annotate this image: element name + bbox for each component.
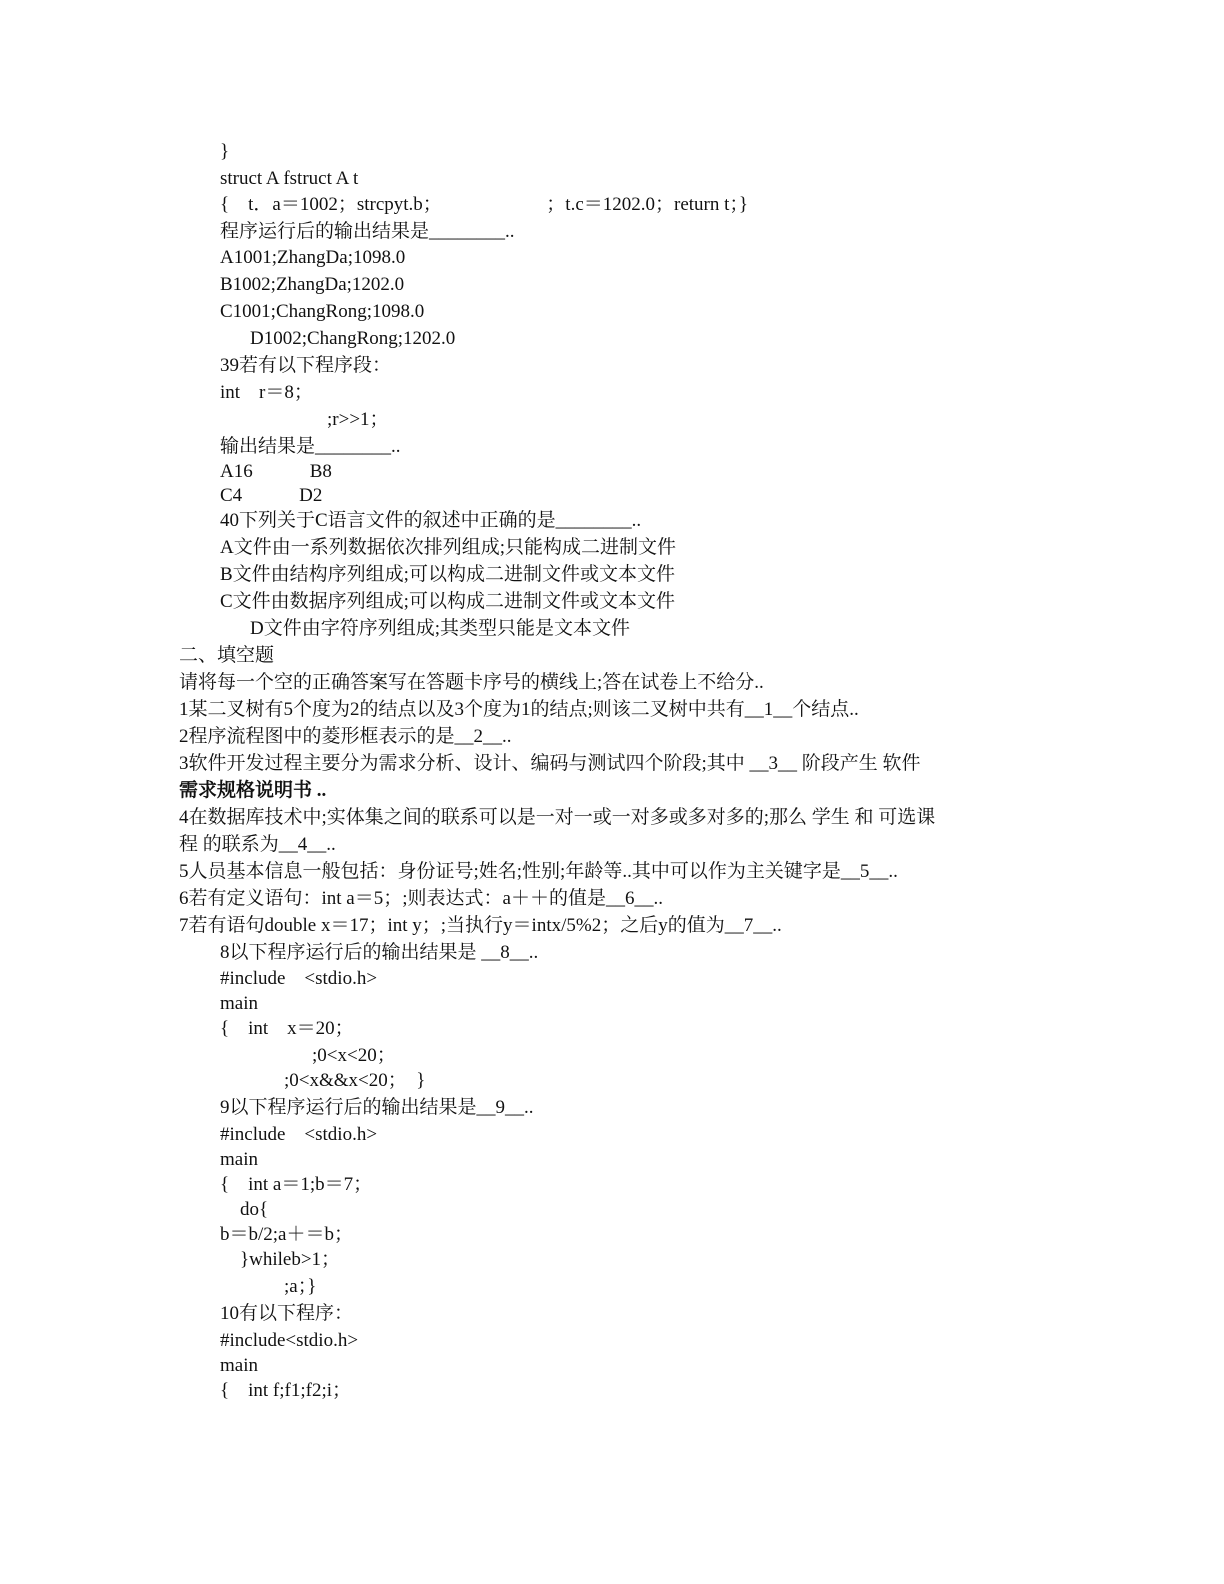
text-line: D1002;ChangRong;1202.0: [250, 328, 456, 349]
text-line: ;r>>1；: [327, 409, 389, 430]
text-line: struct A fstruct A t: [220, 168, 359, 189]
text-line: 9以下程序运行后的输出结果是__9__..: [220, 1097, 534, 1118]
text-line: { t．a＝1002；strcpyt.b； ；t.c＝1202.0；return t；}: [220, 194, 749, 215]
code-line: #include <stdio.h>: [220, 968, 378, 989]
text-line: B1002;ZhangDa;1202.0: [220, 274, 405, 295]
code-line: { int x＝20；: [220, 1018, 354, 1039]
text-line: A16 B8: [220, 461, 332, 482]
section-heading: 二、填空题: [179, 645, 275, 666]
code-line: ;0<x&&x<20； }: [284, 1070, 426, 1091]
text-line: 程 的联系为__4__..: [179, 834, 336, 855]
text-line: 1某二叉树有5个度为2的结点以及3个度为1的结点;则该二叉树中共有__1__个结点..: [179, 699, 859, 720]
code-line: { int f;f1;f2;i；: [220, 1380, 352, 1401]
text-line: 2程序流程图中的菱形框表示的是__2__..: [179, 726, 512, 747]
code-line: main: [220, 1149, 258, 1170]
text-line: 7若有语句double x＝17；int y；;当执行y＝intx/5%2；之后y的值为__7__..: [179, 915, 782, 936]
text-line: 4在数据库技术中;实体集之间的联系可以是一对一或一对多或多对多的;那么 学生 和 可选课: [179, 807, 936, 828]
text-line: A文件由一系列数据依次排列组成;只能构成二进制文件: [220, 537, 677, 558]
text-line: 3软件开发过程主要分为需求分析、设计、编码与测试四个阶段;其中 __3__ 阶段产生 软件: [179, 753, 921, 774]
code-line: main: [220, 993, 258, 1014]
text-line: 5人员基本信息一般包括：身份证号;姓名;性别;年龄等..其中可以作为主关键字是__5__..: [179, 861, 898, 882]
text-line: 输出结果是________..: [220, 436, 401, 457]
code-line: }whileb>1；: [240, 1249, 341, 1270]
text-line: 程序运行后的输出结果是________..: [220, 221, 515, 242]
text-line: int r＝8；: [220, 382, 313, 403]
text-line: C4 D2: [220, 485, 323, 506]
text-line: 39若有以下程序段：: [220, 355, 392, 376]
code-line: ;0<x<20；: [312, 1045, 396, 1066]
code-line: #include<stdio.h>: [220, 1330, 359, 1351]
code-line: main: [220, 1355, 258, 1376]
text-line: 6若有定义语句：int a＝5；;则表达式：a＋＋的值是__6__..: [179, 888, 663, 909]
text-line: }: [220, 141, 230, 162]
text-line: B文件由结构序列组成;可以构成二进制文件或文本文件: [220, 564, 675, 585]
text-line: 8以下程序运行后的输出结果是 __8__..: [220, 942, 539, 963]
code-line: do{: [240, 1199, 269, 1220]
text-line: D文件由字符序列组成;其类型只能是文本文件: [250, 618, 631, 639]
code-line: ;a；}: [284, 1276, 317, 1297]
text-line: A1001;ZhangDa;1098.0: [220, 247, 406, 268]
text-line: C1001;ChangRong;1098.0: [220, 301, 425, 322]
code-line: #include <stdio.h>: [220, 1124, 378, 1145]
text-line: 10有以下程序：: [220, 1303, 354, 1324]
text-line: 需求规格说明书 ..: [179, 780, 327, 801]
code-line: { int a＝1;b＝7；: [220, 1174, 373, 1195]
code-line: b＝b/2;a＋＝b；: [220, 1224, 353, 1245]
text-line: C文件由数据序列组成;可以构成二进制文件或文本文件: [220, 591, 675, 612]
text-line: 40下列关于C语言文件的叙述中正确的是________..: [220, 510, 642, 531]
text-line: 请将每一个空的正确答案写在答题卡序号的横线上;答在试卷上不给分..: [179, 672, 764, 693]
